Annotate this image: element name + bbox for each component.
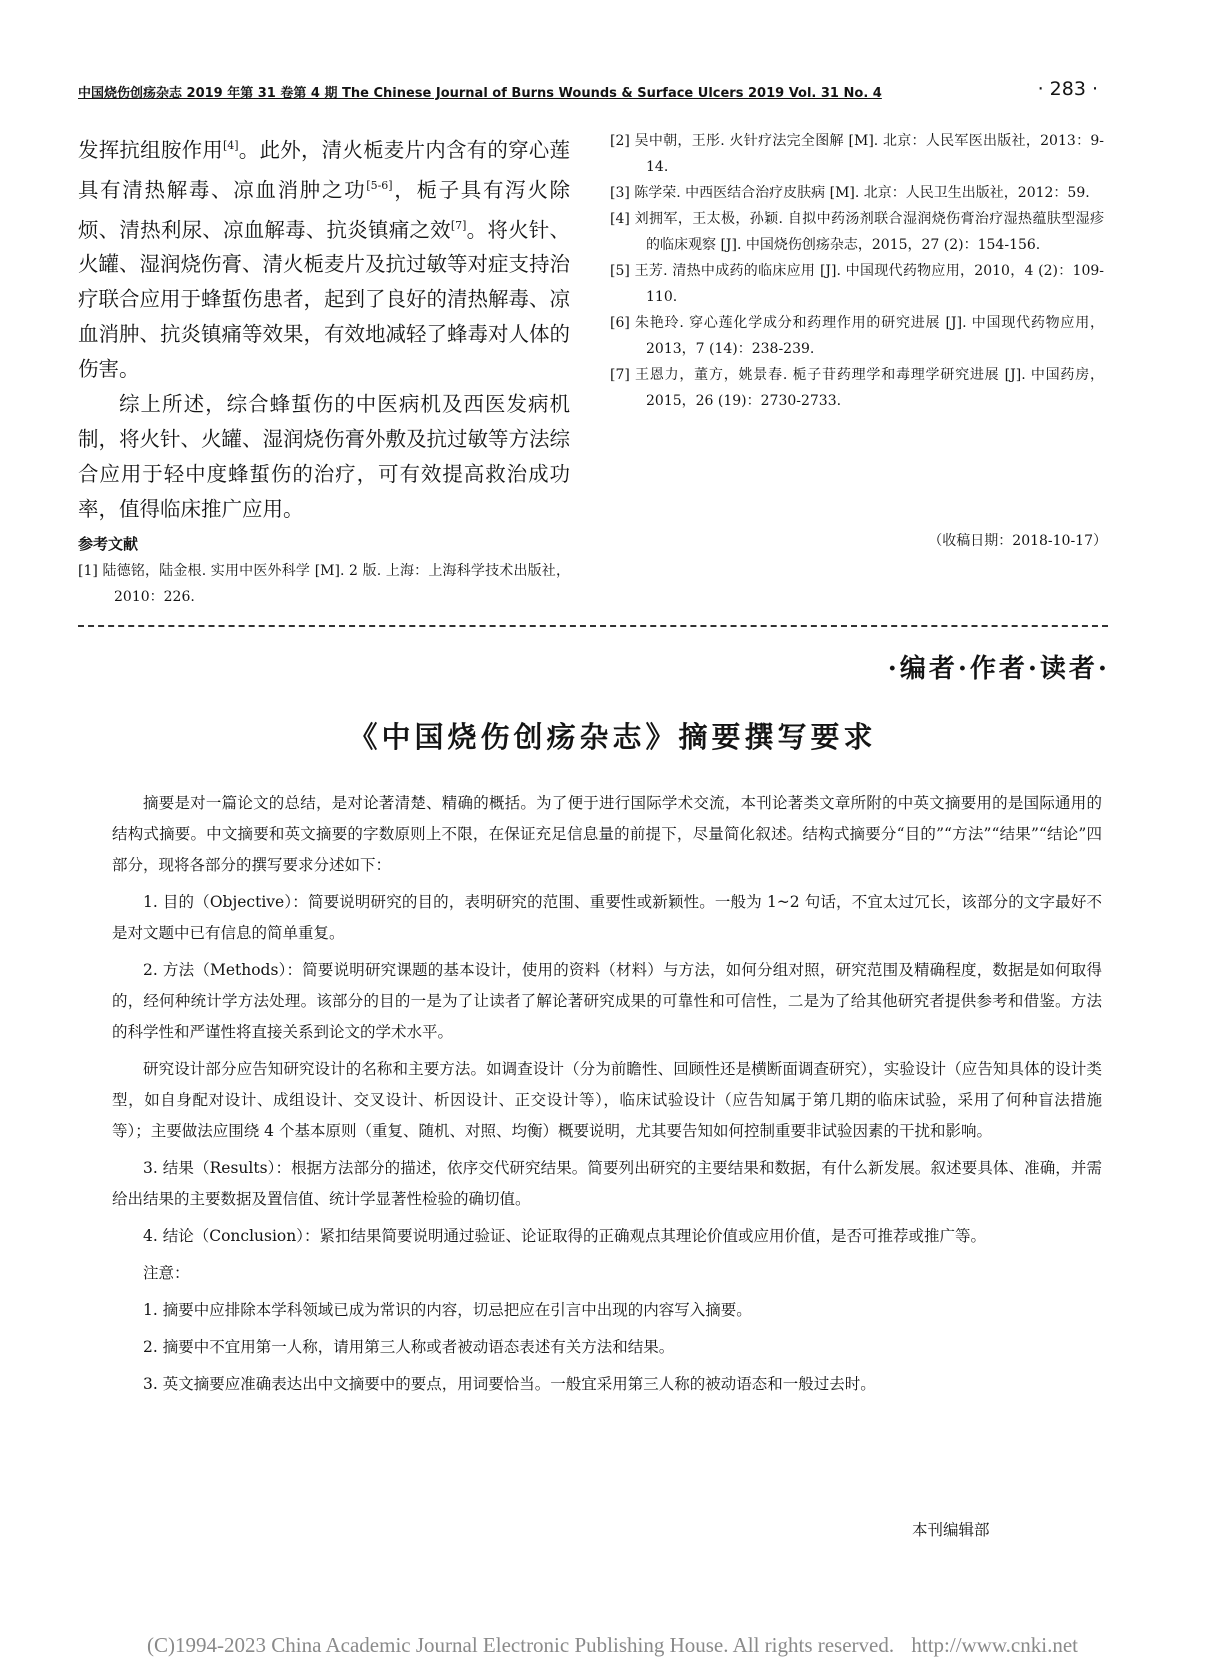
notice-paragraph: 摘要是对一篇论文的总结，是对论著清楚、精确的概括。为了便于进行国际学术交流，本刊论著类文章所附的中英文摘要用的是国际通用的结构式摘要。中文摘要和英文摘要的字数原则上不限，在保证充足信息量的前提下，尽量简化叙述。结构式摘要分“目的”“方法”“结果”“结论”四部分，现将各部分的撰写要求分述如下： <box>112 794 1102 874</box>
reference-item: [1] 陆德铭，陆金根. 实用中医外科学 [M]. 2 版. 上海：上海科学技术出版社，2010：226. <box>78 563 570 606</box>
received-date: （收稿日期：2018-10-17） <box>928 533 1107 549</box>
signature: 本刊编辑部 <box>912 1521 990 1539</box>
body-paragraph-2: 综上所述，综合蜂蜇伤的中医病机及西医发病机制，将火针、火罐、湿润烧伤膏外敷及抗过敏等方法综合应用于轻中度蜂蜇伤的治疗，可有效提高救治成功率，值得临床推广应用。 <box>78 392 570 522</box>
notice-paragraph: 3. 结果（Results）：根据方法部分的描述，依序交代研究结果。简要列出研究的主要结果和数据，有什么新发展。叙述要具体、准确，并需给出结果的主要数据及置信值、统计学显著性检验的确切值。 <box>112 1159 1102 1208</box>
reference-item: [6] 朱艳玲. 穿心莲化学成分和药理作用的研究进展 [J]. 中国现代药物应用，2013，7 (14)：238-239. <box>610 315 1104 357</box>
reference-item: [2] 吴中朝，王彤. 火针疗法完全图解 [M]. 北京：人民军医出版社，2013：9-14. <box>610 133 1104 175</box>
body-paragraph-1: 发挥抗组胺作用[4]。此外，清火栀麦片内含有的穿心莲具有清热解毒、凉血消肿之功[5-6]，栀子具有泻火除烦、清热利尿、凉血解毒、抗炎镇痛之效[7]。将火针、火罐、湿润烧伤膏、清火栀麦片及抗过敏等对症支持治疗联合应用于蜂蜇伤患者，起到了良好的清热解毒、凉血消肿、抗炎镇痛等效果，有效地减轻了蜂毒对人体的伤害。 <box>78 137 571 382</box>
reference-item: [5] 王芳. 清热中成药的临床应用 [J]. 中国现代药物应用，2010，4 (2)：109-110. <box>610 263 1104 305</box>
citation-4: [4] <box>223 139 239 152</box>
notice-paragraph: 研究设计部分应告知研究设计的名称和主要方法。如调查设计（分为前瞻性、回顾性还是横断面调查研究），实验设计（应告知具体的设计类型，如自身配对设计、成组设计、交叉设计、析因设计、正交设计等），临床试验设计（应告知属于第几期的临床试验，采用了何种盲法措施等）；主要做法应围绕 4 个基本原则（重复、随机、对照、均衡）概要说明，尤其要告知如何控制重要非试验因素的干扰和影响。 <box>112 1060 1102 1140</box>
journal-info: 中国烧伤创疡杂志 2019 年第 31 卷第 4 期 The Chinese Journal of Burns Wounds & Surface Ulcers 2019 Vol. 31 No. 4 <box>78 86 882 101</box>
footer-url[interactable]: http://www.cnki.net <box>911 1633 1078 1657</box>
notice-paragraph: 1. 目的（Objective）：简要说明研究的目的，表明研究的范围、重要性或新颖性。一般为 1~2 句话，不宜太过冗长，该部分的文字最好不是对文题中已有信息的简单重复。 <box>112 893 1102 942</box>
reference-item: [4] 刘拥军，王太极，孙颖. 自拟中药汤剂联合湿润烧伤膏治疗湿热蕴肤型湿疹的临床观察 [J]. 中国烧伤创疡杂志，2015，27 (2)：154-156. <box>610 211 1104 253</box>
copyright-footer <box>0 1633 1225 1658</box>
copyright-text: (C)1994-2023 China Academic Journal Electronic Publishing House. All rights reserved. <box>147 1633 895 1657</box>
note-item: 1. 摘要中应排除本学科领域已成为常识的内容，切忌把应在引言中出现的内容写入摘要。 <box>143 1301 752 1319</box>
reference-item: [3] 陈学荣. 中西医结合治疗皮肤病 [M]. 北京：人民卫生出版社，2012：59. <box>610 185 1090 201</box>
section-divider <box>78 625 1108 627</box>
right-column <box>610 128 1104 414</box>
reference-item: [7] 王恩力，董方，姚景春. 栀子苷药理学和毒理学研究进展 [J]. 中国药房，2015，26 (19)：2730-2733. <box>610 367 1104 409</box>
note-title: 注意： <box>143 1264 190 1282</box>
note-item: 2. 摘要中不宜用第一人称，请用第三人称或者被动语态表述有关方法和结果。 <box>143 1338 675 1356</box>
notice-body <box>112 788 1102 1400</box>
page-number: · 283 · <box>1037 78 1098 100</box>
notice-paragraph: 2. 方法（Methods）：简要说明研究课题的基本设计，使用的资料（材料）与方法，如何分组对照，研究范围及精确程度，数据是如何取得的，经何种统计学方法处理。该部分的目的一是为了让读者了解论著研究成果的可靠性和可信性，二是为了给其他研究者提供参考和借鉴。方法的科学性和严谨性将直接关系到论文的学术水平。 <box>112 961 1102 1041</box>
notice-title: 《中国烧伤创疡杂志》摘要撰写要求 <box>348 720 877 754</box>
references-title: 参考文献 <box>78 535 139 554</box>
citation-5-6: [5-6] <box>366 178 393 192</box>
section-label: ·编者·作者·读者· <box>887 654 1110 684</box>
note-item: 3. 英文摘要应准确表达出中文摘要中的要点，用词要恰当。一般宜采用第三人称的被动语态和一般过去时。 <box>143 1375 876 1393</box>
citation-7: [7] <box>450 218 467 232</box>
running-header <box>78 78 1108 104</box>
notice-paragraph: 4. 结论（Conclusion）：紧扣结果简要说明通过验证、论证取得的正确观点其理论价值或应用价值，是否可推荐或推广等。 <box>143 1227 986 1245</box>
left-column <box>78 128 570 610</box>
